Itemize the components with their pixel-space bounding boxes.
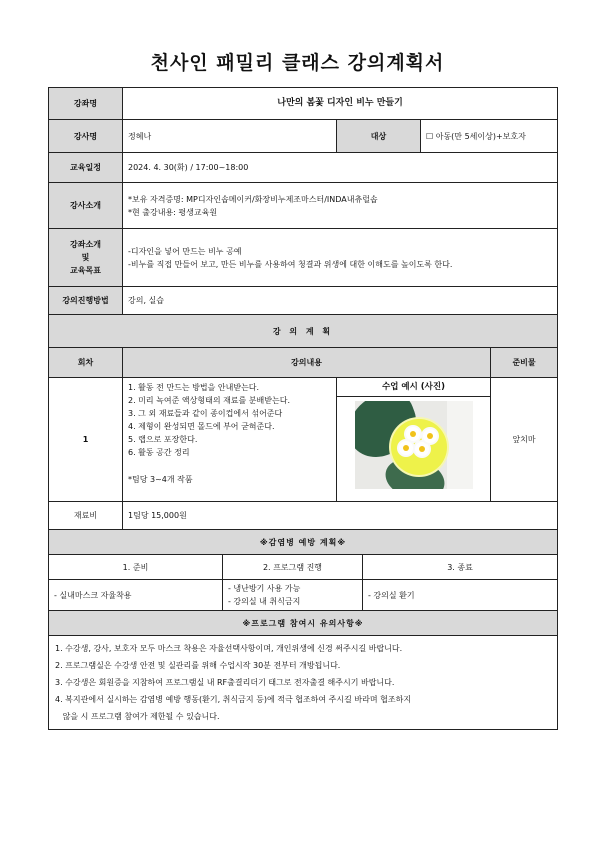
goal-content [123, 229, 558, 287]
schedule-label: 교육일정 [49, 153, 123, 183]
flower-shape [415, 442, 429, 456]
checkbox-icon: ☐ [426, 131, 434, 141]
prevention-col-prep: 1. 준비 [49, 555, 223, 580]
fee-label: 재료비 [49, 502, 123, 530]
notes-content [49, 636, 558, 730]
intro-label: 강사소개 [49, 183, 123, 229]
intro-content [123, 183, 558, 229]
method-value: 강의, 실습 [123, 287, 558, 315]
goal-label [49, 229, 123, 287]
photo-cell [337, 378, 491, 502]
goal-line: -디자인을 넣어 만드는 비누 공예 [128, 246, 242, 256]
course-name-label: 강좌명 [49, 88, 123, 120]
prevention-during-line: - 냉난방기 사용 가능 [228, 584, 301, 593]
course-name-value: 나만의 봄꽃 디자인 비누 만들기 [123, 88, 558, 120]
prep-col-header: 준비물 [491, 348, 558, 378]
notes-section-title: ※프로그램 참여시 유의사항※ [49, 611, 558, 636]
flower-shape [423, 429, 437, 443]
intro-line: *현 출강내용: 평생교육원 [128, 207, 218, 217]
prevention-prep-value: - 실내마스크 자율착용 [49, 580, 223, 611]
step-item: 4. 제형이 완성되면 몰드에 부어 굳혀준다. [128, 422, 275, 431]
target-cell [421, 120, 558, 153]
prevention-col-during: 2. 프로그램 진행 [223, 555, 363, 580]
goal-label-line: 교육목표 [70, 266, 101, 275]
notes-item: 4. 복지관에서 실시하는 감염병 예방 행동(환기, 취식금지 등)에 적극 협조하여 주시길 바라며 협조하지 [55, 695, 412, 704]
session-note: *팀당 3~4개 작품 [128, 475, 193, 484]
prep-value: 앞치마 [491, 378, 558, 502]
session-number: 1 [49, 378, 123, 502]
session-col-header: 회차 [49, 348, 123, 378]
plan-section-title: 강 의 계 획 [49, 315, 558, 348]
prevention-col-end: 3. 종료 [363, 555, 558, 580]
fee-value: 1팀당 15,000원 [123, 502, 558, 530]
prevention-end-value: - 강의실 환기 [363, 580, 558, 611]
notes-item: 2. 프로그램실은 수강생 안전 및 실관리를 위해 수업시작 30분 전부터 개방됩니다. [55, 661, 341, 670]
step-item: 6. 활동 공간 정리 [128, 448, 190, 457]
session-steps [123, 378, 337, 502]
lecture-plan-table [48, 87, 558, 730]
method-label: 강의진행방법 [49, 287, 123, 315]
step-item: 1. 활동 전 만드는 방법을 안내받는다. [128, 383, 260, 392]
step-item: 5. 랩으로 포장한다. [128, 435, 198, 444]
intro-line: *보유 자격증명: MP디자인솝메이커/화장비누제조마스터/INDA내츄럴솝 [128, 194, 378, 204]
instructor-value: 정혜나 [123, 120, 337, 153]
content-col-header: 강의내용 [123, 348, 491, 378]
prevention-during-line: - 강의실 내 취식금지 [228, 597, 301, 606]
step-item: 3. 그 외 재료들과 같이 종이컵에서 섞어준다 [128, 409, 283, 418]
prevention-during-values [223, 580, 363, 611]
document-title: 천사인 패밀리 클래스 강의계획서 [150, 52, 445, 74]
flower-shape [406, 427, 420, 441]
instructor-label: 강사명 [49, 120, 123, 153]
schedule-value: 2024. 4. 30(화) / 17:00~18:00 [123, 153, 558, 183]
prevention-section-title: ※감염병 예방 계획※ [49, 530, 558, 555]
goal-line: -비누를 직접 만들어 보고, 만든 비누를 사용하여 청결과 위생에 대한 이해도를 높이도록 한다. [128, 259, 453, 269]
notes-item: 3. 수강생은 회원증을 지참하여 프로그램실 내 RF출결리더기 태그로 전자출결 해주시기 바랍니다. [55, 678, 395, 687]
target-label: 대상 [337, 120, 421, 153]
photo-label: 수업 예시 (사진) [337, 378, 490, 397]
notes-item: 1. 수강생, 강사, 보호자 모두 마스크 착용은 자율선택사항이며, 개인위생에 신경 써주시길 바랍니다. [55, 644, 403, 653]
target-value: 아동(만 5세이상)+보호자 [435, 131, 526, 141]
goal-label-line: 강좌소개 [70, 240, 101, 249]
goal-label-line: 및 [81, 253, 90, 262]
soap-example-photo [355, 401, 473, 489]
notes-item: 않을 시 프로그램 참여가 제한될 수 있습니다. [55, 712, 220, 721]
step-item: 2. 미리 녹여준 액상형태의 재료를 분배받는다. [128, 396, 290, 405]
paper-shape [447, 401, 473, 489]
flower-shape [399, 441, 413, 455]
